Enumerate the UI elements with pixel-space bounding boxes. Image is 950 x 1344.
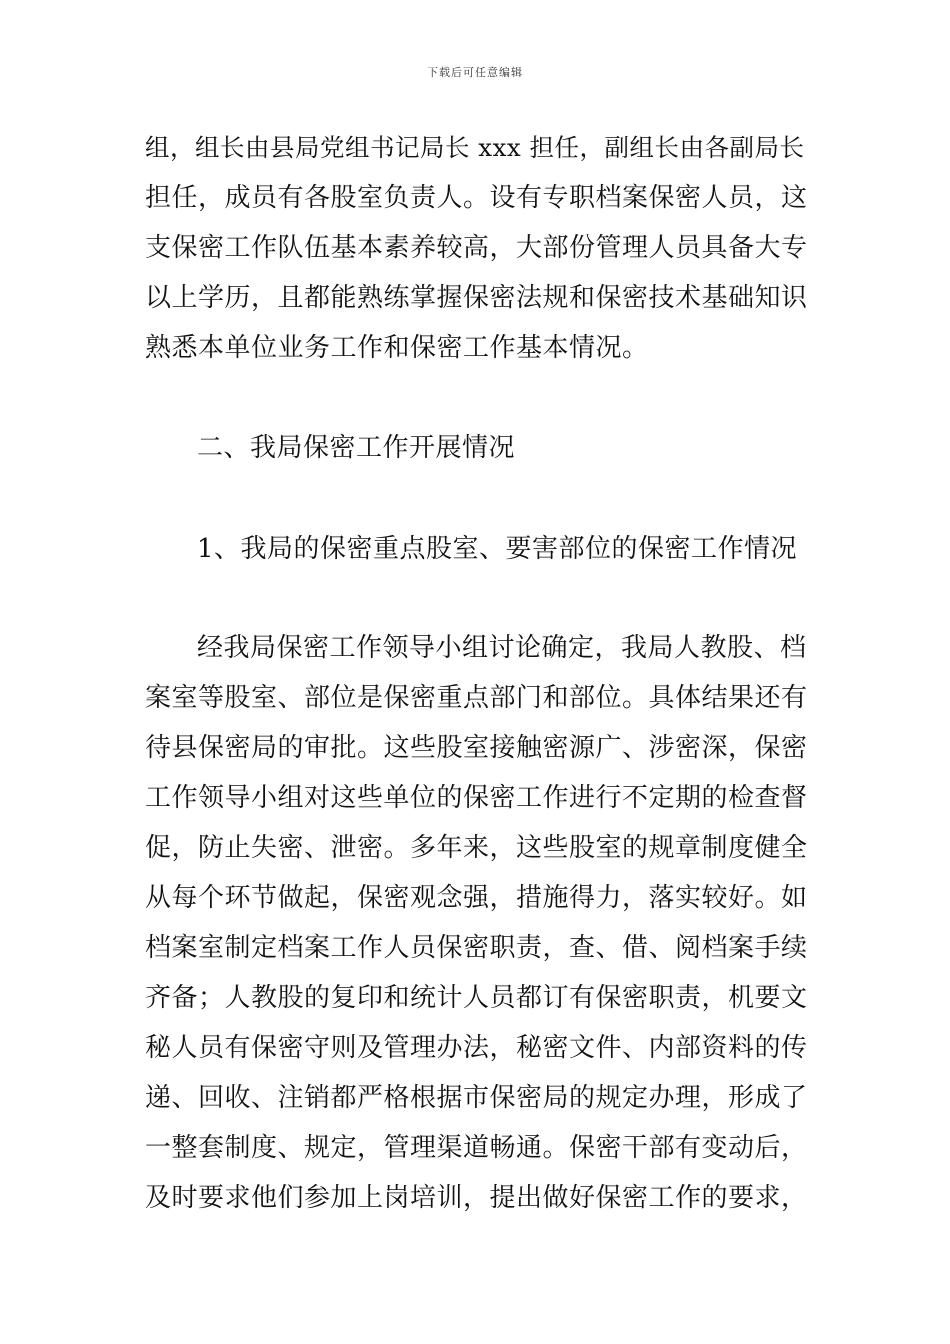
para2-line-1: 经我局保密工作领导小组讨论确定，我局人教股、档 — [197, 633, 807, 663]
para2-line-2: 案室等股室、部位是保密重点部门和部位。具体结果还有 — [145, 683, 808, 713]
para1-line-3: 支保密工作队伍基本素养较高，大部份管理人员具备大专 — [145, 233, 808, 263]
subsection-heading: 1、我局的保密重点股室、要害部位的保密工作情况 — [197, 534, 798, 564]
para2-line-3: 待县保密局的审批。这些股室接触密源广、涉密深，保密 — [145, 733, 808, 763]
para1-line-5: 熟悉本单位业务工作和保密工作基本情况。 — [145, 333, 649, 363]
para2-line-11: 一整套制度、规定，管理渠道畅通。保密干部有变动后， — [145, 1133, 808, 1163]
para2-line-9: 秘人员有保密守则及管理办法，秘密文件、内部资料的传 — [145, 1033, 808, 1063]
para2-line-12: 及时要求他们参加上岗培训，提出做好保密工作的要求， — [145, 1183, 808, 1213]
para2-line-10: 递、回收、注销都严格根据市保密局的规定办理，形成了 — [145, 1083, 808, 1113]
page-header: 下载后可任意编辑 — [427, 66, 523, 79]
para2-line-8: 齐备；人教股的复印和统计人员都订有保密职责，机要文 — [145, 983, 808, 1013]
para2-line-5: 促，防止失密、泄密。多年来，这些股室的规章制度健全 — [145, 833, 808, 863]
para2-line-7: 档案室制定档案工作人员保密职责，查、借、阅档案手续 — [145, 933, 808, 963]
para1-line-2: 担任，成员有各股室负责人。设有专职档案保密人员，这 — [145, 183, 808, 213]
para1-line-4: 以上学历，且都能熟练掌握保密法规和保密技术基础知识 — [145, 283, 808, 313]
para2-line-4: 工作领导小组对这些单位的保密工作进行不定期的检查督 — [145, 783, 808, 813]
section-heading: 二、我局保密工作开展情况 — [197, 433, 516, 463]
para2-line-6: 从每个环节做起，保密观念强，措施得力，落实较好。如 — [145, 883, 808, 913]
para1-line-1: 组，组长由县局党组书记局长 xxx 担任，副组长由各副局长 — [145, 133, 805, 162]
